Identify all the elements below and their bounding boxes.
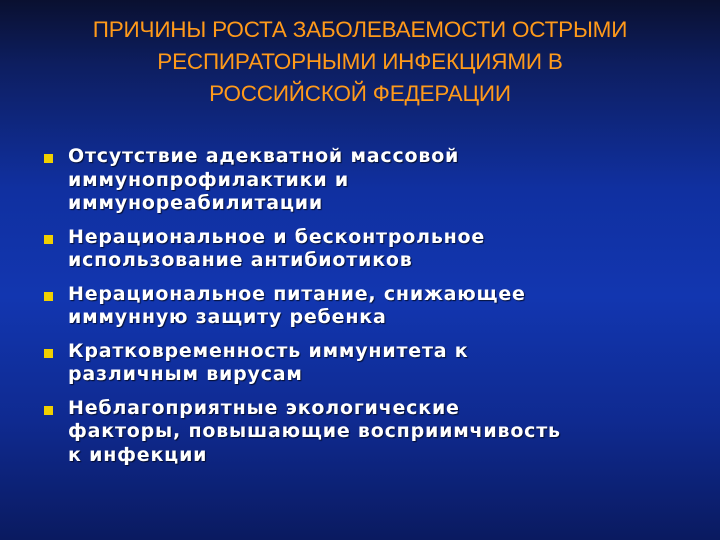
title-line: РЕСПИРАТОРНЫМИ ИНФЕКЦИЯМИ В	[157, 49, 563, 74]
bullet-item	[42, 226, 702, 273]
bullet-line: Кратковременность иммунитета к	[68, 339, 469, 362]
bullet-item	[42, 145, 702, 216]
bullet-line: к инфекции	[68, 443, 208, 466]
bullet-line: Нерациональное питание, снижающее	[68, 282, 526, 305]
square-bullet-icon	[44, 292, 53, 301]
bullet-line: факторы, повышающие восприимчивость	[68, 420, 561, 442]
bullet-line: иммунореабилитации	[68, 192, 323, 214]
bullet-line: иммунопрофилактики и	[68, 168, 349, 191]
slide-title	[0, 14, 720, 110]
bullet-list	[42, 145, 702, 477]
bullet-text	[68, 340, 702, 387]
bullet-text	[68, 397, 702, 468]
title-line: РОССИЙСКОЙ ФЕДЕРАЦИИ	[209, 81, 511, 106]
bullet-line: Нерациональное и бесконтрольное	[68, 225, 486, 248]
square-bullet-icon	[44, 235, 53, 244]
square-bullet-icon	[44, 406, 53, 415]
bullet-item	[42, 340, 702, 387]
bullet-line: Неблагоприятные экологические	[68, 396, 460, 419]
bullet-text	[68, 226, 702, 273]
bullet-text	[68, 283, 702, 330]
square-bullet-icon	[44, 349, 53, 358]
bullet-item	[42, 283, 702, 330]
square-bullet-icon	[44, 154, 53, 163]
bullet-line: различным вирусам	[68, 363, 303, 385]
bullet-line: использование антибиотиков	[68, 249, 413, 271]
title-line: ПРИЧИНЫ РОСТА ЗАБОЛЕВАЕМОСТИ ОСТРЫМИ	[92, 17, 628, 42]
bullet-item	[42, 397, 702, 468]
bullet-text	[68, 145, 702, 216]
bullet-line: Отсутствие адекватной массовой	[68, 145, 460, 167]
bullet-line: иммунную защиту ребенка	[68, 306, 387, 328]
